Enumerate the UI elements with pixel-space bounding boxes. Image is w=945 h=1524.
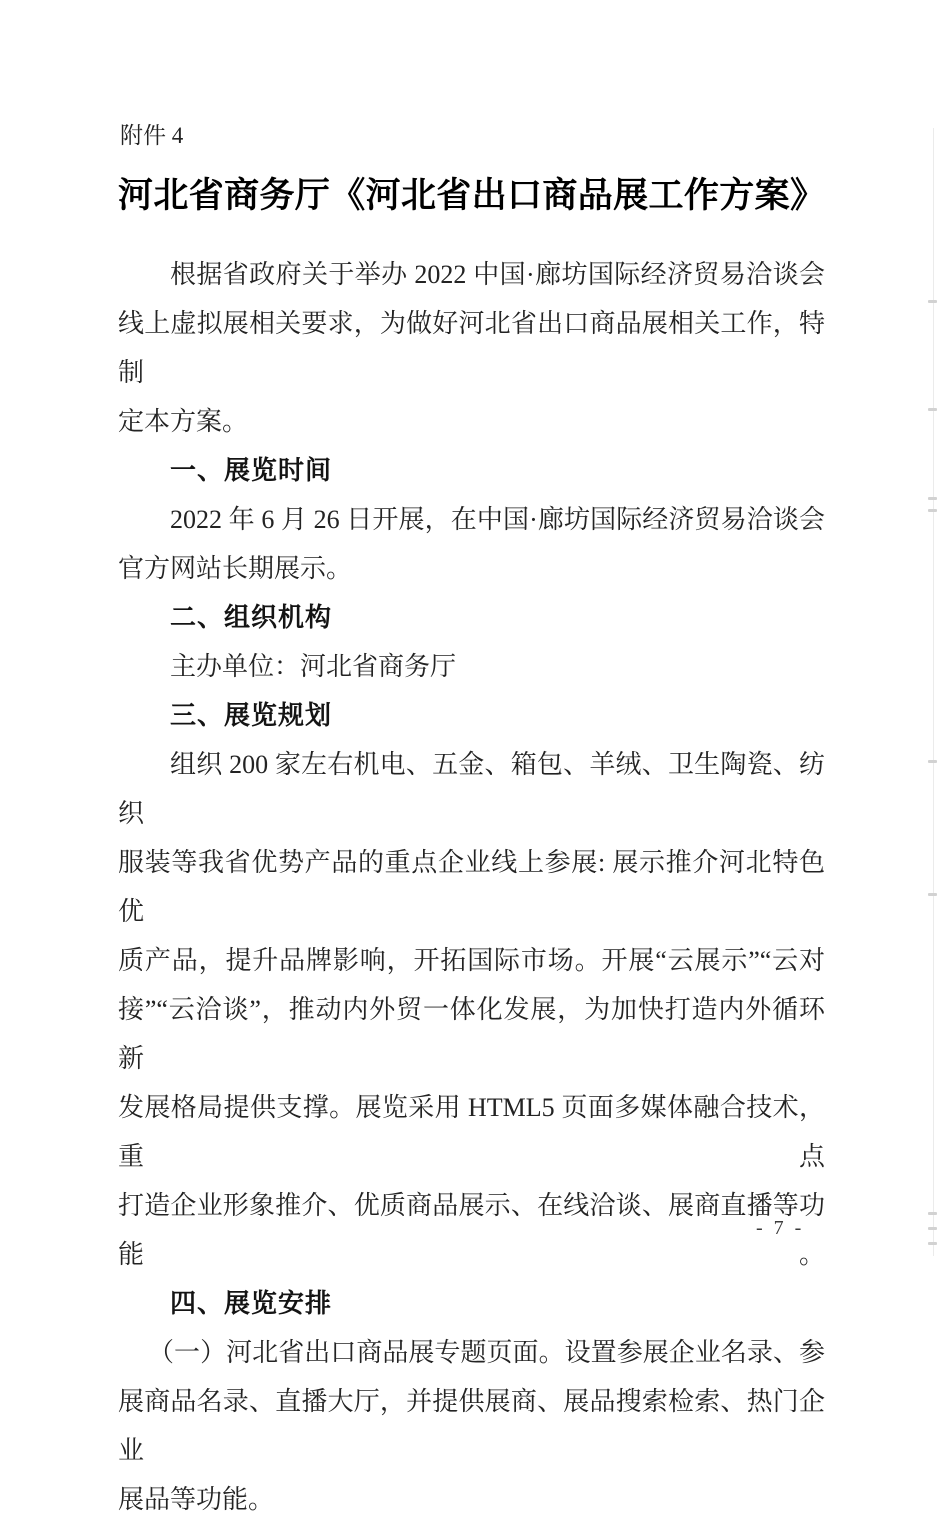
scan-artifact-tick xyxy=(928,1242,937,1245)
paragraph-line: 组织 200 家左右机电、五金、箱包、羊绒、卫生陶瓷、纺织 xyxy=(118,750,825,828)
scan-artifact-line xyxy=(933,128,934,1256)
paragraph-line: （一）河北省出口商品展专题页面。设置参展企业名录、参 xyxy=(148,1338,825,1367)
scan-artifact-tick xyxy=(928,300,937,303)
document-body xyxy=(118,250,825,1524)
paragraph-line: 根据省政府关于举办 2022 中国·廊坊国际经济贸易洽谈会 xyxy=(170,260,825,289)
paragraph-line: 线上虚拟展相关要求，为做好河北省出口商品展相关工作，特制 xyxy=(118,309,825,387)
paragraph-line: 定本方案。 xyxy=(118,407,249,436)
paragraph-line: 打造企业形象推介、优质商品展示、在线洽谈、展商直播等功能。 xyxy=(118,1191,825,1269)
scan-artifact-tick xyxy=(928,1212,937,1215)
paragraph-line: 展品等功能。 xyxy=(118,1485,275,1514)
section-heading: 一、展览时间 xyxy=(170,455,333,485)
paragraph-line: 发展格局提供支撑。展览采用 HTML5 页面多媒体融合技术，重点 xyxy=(118,1093,825,1171)
section-heading: 四、展览安排 xyxy=(170,1288,333,1318)
scan-artifact-tick xyxy=(928,408,937,411)
paragraph-line: 2022 年 6 月 26 日开展，在中国·廊坊国际经济贸易洽谈会 xyxy=(170,505,825,534)
scan-artifact-tick xyxy=(928,509,937,512)
scan-artifact-tick xyxy=(928,893,937,896)
section-heading: 二、组织机构 xyxy=(170,602,333,632)
paragraph-line: 接”“云洽谈”，推动内外贸一体化发展，为加快打造内外循环新 xyxy=(118,995,825,1073)
scan-artifact-tick xyxy=(928,497,937,500)
paragraph-line: 质产品，提升品牌影响，开拓国际市场。开展“云展示”“云对 xyxy=(118,946,825,975)
attachment-label: 附件 4 xyxy=(120,123,184,148)
scan-artifact-tick xyxy=(928,1227,937,1230)
section-heading: 三、展览规划 xyxy=(170,700,333,730)
scan-artifact-tick xyxy=(928,760,937,763)
page-number: - 7 - xyxy=(756,1217,805,1239)
document-title: 河北省商务厅《河北省出口商品展工作方案》 xyxy=(118,176,825,215)
paragraph-line: 展商品名录、直播大厅，并提供展商、展品搜索检索、热门企业 xyxy=(118,1387,825,1465)
paragraph-line: 主办单位：河北省商务厅 xyxy=(170,652,457,681)
paragraph-line: 官方网站长期展示。 xyxy=(118,554,353,583)
paragraph-line: 服装等我省优势产品的重点企业线上参展: 展示推介河北特色优 xyxy=(118,848,825,926)
